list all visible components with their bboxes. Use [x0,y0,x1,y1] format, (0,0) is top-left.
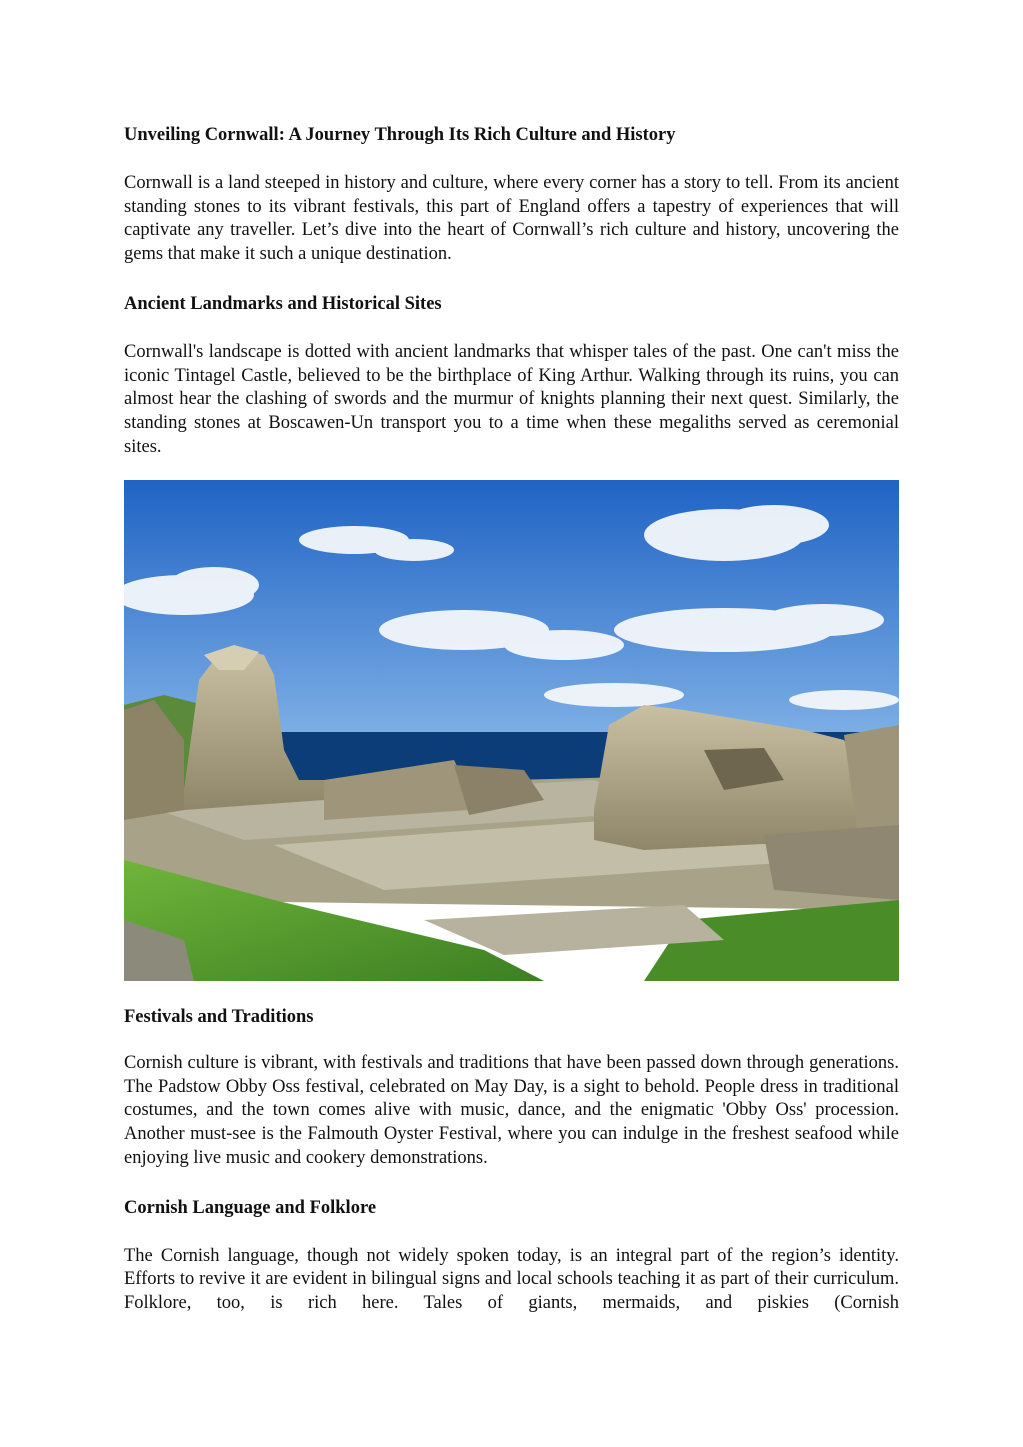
section-heading-festivals: Festivals and Traditions [124,1007,314,1027]
section-heading-landmarks: Ancient Landmarks and Historical Sites [124,293,442,314]
section-body-landmarks: Cornwall's landscape is dotted with ancient landmarks that whisper tales of the past. One can't miss the iconic Tintagel Castle, believed to be the birthplace of King Arthur. Walking through its ruins, you can almost hear the clashing of swords and the murmur of knights planning their next quest. Similarly, the standing stones at Boscawen-Un transport you to a time when these megaliths served as ceremonial sites. [124,341,899,457]
section-body-festivals: Cornish culture is vibrant, with festivals and traditions that have been passed down through generations. The Padstow Obby Oss festival, celebrated on May Day, is a sight to behold. People dress in traditional costumes, and the town comes alive with music, dance, and the enigmatic 'Obby Oss' procession. Another must-see is the Falmouth Oyster Festival, where you can indulge in the freshest seafood while enjoying live music and cookery demonstrations. [124,1053,899,1168]
article-top [124,122,899,459]
intro-paragraph: Cornwall is a land steeped in history and culture, where every corner has a story to tell. From its ancient standing stones to its vibrant festivals, this part of England offers a tapestry of experiences that will captivate any traveller. Let’s dive into the heart of Cornwall’s rich culture and history, uncovering the gems that make it such a unique destination. [124,173,899,265]
article-bottom [124,1004,899,1316]
page-title: Unveiling Cornwall: A Journey Through Its Rich Culture and History [124,125,676,145]
section-body-language: The Cornish language, though not widely spoken today, is an integral part of the region’s identity. Efforts to revive it are evident in bilingual signs and local schools teaching it as part of their curriculum. Folklore, too, is rich here. Tales of giants, mermaids, and piskies (Cornish [124,1245,899,1313]
castle-ruins-photo [124,480,899,981]
section-heading-language: Cornish Language and Folklore [124,1197,377,1218]
